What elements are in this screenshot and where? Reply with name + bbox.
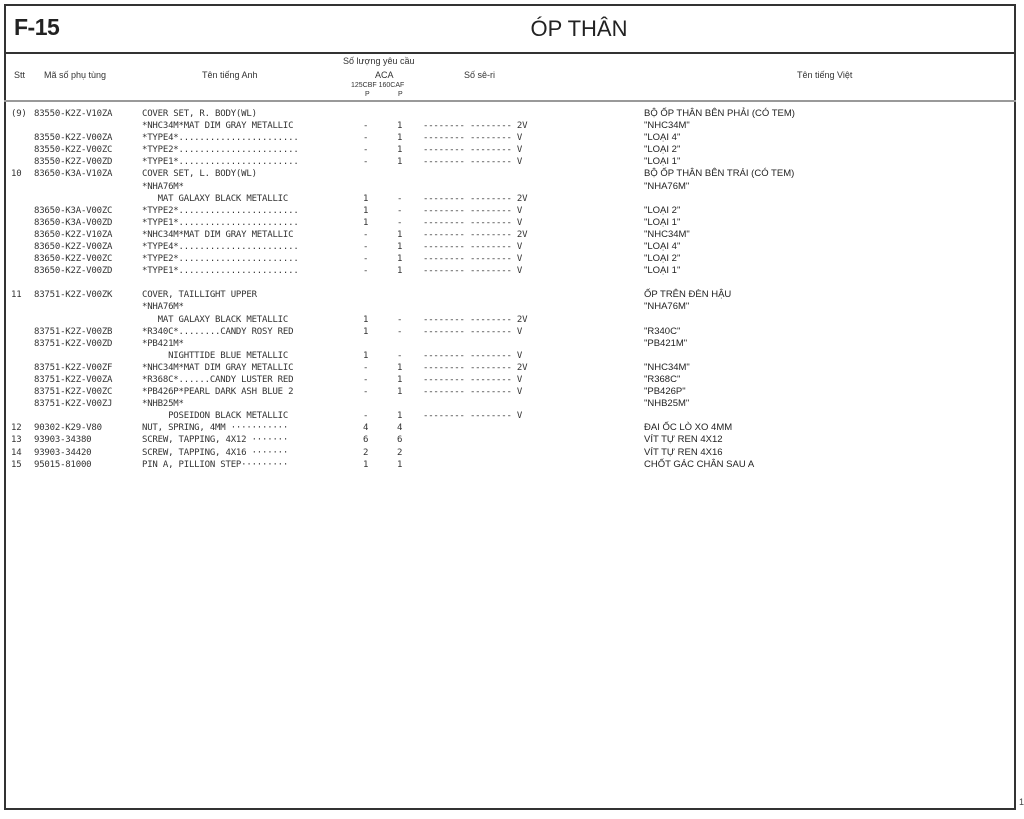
row-part-number: 83751-K2Z-V00ZF [34, 362, 113, 373]
table-row [0, 205, 1024, 217]
table-row [0, 168, 1024, 180]
table-row [0, 108, 1024, 120]
row-part-number: 83751-K2Z-V00ZC [34, 387, 113, 398]
row-serial: -------- -------- V [423, 133, 523, 144]
row-english-name: *TYPE2*....................... [142, 145, 299, 156]
row-part-number: 83550-K2Z-V00ZC [34, 145, 113, 156]
row-qty-160caf: 6 [397, 435, 403, 446]
col-header-p1: P [365, 91, 370, 98]
col-header-vietnamese-name: Tên tiếng Việt [797, 70, 853, 80]
row-english-name: NUT, SPRING, 4MM ··········· [142, 423, 289, 434]
row-english-name: *NHA76M* [142, 302, 184, 313]
row-english-name: *TYPE4*....................... [142, 133, 299, 144]
row-vietnamese-name: "PB426P" [644, 386, 686, 398]
table-row [0, 144, 1024, 156]
row-qty-160caf: 2 [397, 447, 403, 458]
table-row [0, 193, 1024, 205]
table-row [0, 350, 1024, 362]
table-row [0, 265, 1024, 277]
row-serial: -------- -------- V [423, 157, 523, 168]
row-qty-125cbf: 1 [363, 205, 369, 216]
row-vietnamese-name: "LOẠI 2" [644, 204, 681, 216]
row-serial: -------- -------- V [423, 387, 523, 398]
row-vietnamese-name: ỐP TRÊN ĐÈN HẬU [644, 289, 732, 301]
row-english-name: *NHA76M* [142, 181, 184, 192]
row-vietnamese-name: "NHA76M" [644, 301, 690, 313]
table-row [0, 181, 1024, 193]
row-vietnamese-name: "NHA76M" [644, 180, 690, 192]
row-english-name: *TYPE1*....................... [142, 157, 299, 168]
row-serial: -------- -------- V [423, 411, 523, 422]
table-row [0, 362, 1024, 374]
row-serial: -------- -------- V [423, 145, 523, 156]
row-item-number: 13 [11, 435, 22, 446]
row-qty-125cbf: - [363, 387, 369, 398]
col-header-stt: Stt [14, 70, 26, 80]
table-row [0, 326, 1024, 338]
row-qty-160caf: - [397, 193, 403, 204]
row-part-number: 90302-K29-V80 [34, 423, 102, 434]
row-qty-160caf: 1 [397, 145, 403, 156]
table-row [0, 314, 1024, 326]
row-vietnamese-name: "LOẠI 1" [644, 216, 681, 228]
row-qty-125cbf: 1 [363, 326, 369, 337]
row-qty-125cbf: - [363, 242, 369, 253]
table-row [0, 120, 1024, 132]
row-english-name: *TYPE2*....................... [142, 205, 299, 216]
row-vietnamese-name: "LOẠI 4" [644, 241, 681, 253]
row-qty-125cbf: 1 [363, 193, 369, 204]
row-item-number: 15 [11, 459, 22, 470]
row-vietnamese-name: "PB421M" [644, 337, 688, 349]
row-vietnamese-name: "LOẠI 4" [644, 132, 681, 144]
row-qty-125cbf: - [363, 362, 369, 373]
row-qty-125cbf: 1 [363, 350, 369, 361]
row-part-number: 93903-34380 [34, 435, 92, 446]
row-serial: -------- -------- V [423, 217, 523, 228]
table-row [0, 338, 1024, 350]
row-vietnamese-name: BỘ ỐP THÂN BÊN TRÁI (CÓ TEM) [644, 168, 795, 180]
row-english-name: SCREW, TAPPING, 4X16 ······· [142, 447, 289, 458]
page-code: F-15 [14, 14, 60, 40]
row-vietnamese-name: "LOẠI 1" [644, 156, 681, 168]
row-vietnamese-name: "LOẠI 2" [644, 144, 681, 156]
row-serial: -------- -------- V [423, 350, 523, 361]
table-row [0, 459, 1024, 471]
row-vietnamese-name: VÍT TỰ REN 4X16 [644, 446, 723, 458]
row-qty-125cbf: - [363, 374, 369, 385]
row-qty-125cbf: 1 [363, 217, 369, 228]
row-serial: -------- -------- V [423, 242, 523, 253]
row-english-name: COVER SET, R. BODY(WL) [142, 109, 257, 119]
row-qty-160caf: 1 [397, 229, 403, 240]
table-row [0, 132, 1024, 144]
table-row [0, 447, 1024, 459]
row-qty-160caf: 1 [397, 254, 403, 265]
col-header-english-name: Tên tiếng Anh [202, 70, 258, 80]
row-qty-125cbf: - [363, 266, 369, 277]
row-english-name: COVER, TAILLIGHT UPPER [142, 290, 257, 301]
row-serial: -------- -------- 2V [423, 229, 528, 240]
row-qty-160caf: 1 [397, 242, 403, 253]
table-row [0, 434, 1024, 446]
row-part-number: 83650-K3A-V10ZA [34, 169, 113, 180]
row-qty-160caf: 1 [397, 266, 403, 277]
row-english-name: *TYPE1*....................... [142, 266, 299, 277]
row-qty-125cbf: - [363, 145, 369, 156]
row-english-name: *NHC34M*MAT DIM GRAY METALLIC [142, 121, 294, 132]
col-header-part-number: Mã số phụ tùng [44, 70, 107, 80]
table-row [0, 253, 1024, 265]
row-qty-125cbf: - [363, 121, 369, 132]
row-item-number: 11 [11, 290, 22, 301]
row-vietnamese-name: VÍT TỰ REN 4X12 [644, 434, 723, 446]
row-vietnamese-name: "NHC34M" [644, 120, 690, 132]
row-english-name: *PB426P*PEARL DARK ASH BLUE 2 [142, 387, 294, 398]
row-part-number: 83650-K2Z-V10ZA [34, 229, 113, 240]
row-part-number: 83550-K2Z-V00ZD [34, 157, 113, 168]
row-qty-125cbf: - [363, 133, 369, 144]
table-row [0, 229, 1024, 241]
row-serial: -------- -------- V [423, 205, 523, 216]
row-qty-125cbf: - [363, 229, 369, 240]
row-part-number: 83751-K2Z-V00ZJ [34, 399, 113, 410]
row-serial: -------- -------- 2V [423, 314, 528, 325]
row-serial: -------- -------- V [423, 326, 523, 337]
row-english-name: COVER SET, L. BODY(WL) [142, 169, 257, 180]
row-qty-160caf: - [397, 314, 403, 325]
row-qty-160caf: 1 [397, 133, 403, 144]
row-qty-125cbf: 2 [363, 447, 369, 458]
row-item-number: (9) [11, 109, 27, 119]
row-part-number: 83650-K2Z-V00ZA [34, 242, 113, 253]
row-english-name: *TYPE1*....................... [142, 217, 299, 228]
row-english-name: *NHC34M*MAT DIM GRAY METALLIC [142, 229, 294, 240]
row-qty-160caf: 1 [397, 157, 403, 168]
col-header-p2: P [398, 91, 403, 98]
row-qty-125cbf: 6 [363, 435, 369, 446]
row-serial: -------- -------- V [423, 254, 523, 265]
row-qty-160caf: 1 [397, 459, 403, 470]
table-row [0, 217, 1024, 229]
col-header-aca: ACA [375, 70, 394, 80]
row-qty-125cbf: 4 [363, 423, 369, 434]
row-vietnamese-name: "LOẠI 1" [644, 265, 681, 277]
row-vietnamese-name: "R368C" [644, 373, 681, 385]
row-english-name: *R340C*........CANDY ROSY RED [142, 326, 294, 337]
table-row [0, 289, 1024, 301]
row-english-name: *NHC34M*MAT DIM GRAY METALLIC [142, 362, 294, 373]
row-part-number: 95015-81000 [34, 459, 92, 470]
row-qty-160caf: 1 [397, 121, 403, 132]
row-vietnamese-name: "NHC34M" [644, 228, 690, 240]
row-spacer [0, 277, 1024, 289]
col-header-quantity: Số lượng yêu cầu [343, 56, 415, 66]
row-part-number: 83650-K2Z-V00ZD [34, 266, 113, 277]
row-part-number: 83650-K3A-V00ZD [34, 217, 113, 228]
page-title: ÓP THÂN [530, 16, 628, 41]
row-english-name: MAT GALAXY BLACK METALLIC [142, 193, 289, 204]
row-english-name: POSEIDON BLACK METALLIC [142, 411, 289, 422]
row-serial: -------- -------- 2V [423, 193, 528, 204]
row-qty-160caf: 4 [397, 423, 403, 434]
row-english-name: SCREW, TAPPING, 4X12 ······· [142, 435, 289, 446]
row-qty-125cbf: - [363, 411, 369, 422]
row-english-name: *NHB25M* [142, 399, 184, 410]
row-item-number: 12 [11, 423, 22, 434]
row-qty-125cbf: 1 [363, 314, 369, 325]
row-qty-160caf: - [397, 205, 403, 216]
row-qty-160caf: 1 [397, 374, 403, 385]
table-row [0, 422, 1024, 434]
parts-list [0, 108, 1024, 471]
row-qty-160caf: - [397, 326, 403, 337]
corner-mark: 1 [1019, 797, 1024, 807]
row-serial: -------- -------- 2V [423, 121, 528, 132]
table-row [0, 386, 1024, 398]
row-qty-125cbf: 1 [363, 459, 369, 470]
col-header-models: 125CBF 160CAF [351, 82, 405, 89]
table-row [0, 156, 1024, 168]
table-row [0, 410, 1024, 422]
row-serial: -------- -------- 2V [423, 362, 528, 373]
row-english-name: *TYPE4*....................... [142, 242, 299, 253]
column-header-row [4, 54, 1016, 102]
row-serial: -------- -------- V [423, 374, 523, 385]
row-qty-160caf: 1 [397, 387, 403, 398]
table-row [0, 398, 1024, 410]
row-serial: -------- -------- V [423, 266, 523, 277]
row-qty-160caf: - [397, 217, 403, 228]
row-part-number: 83751-K2Z-V00ZA [34, 374, 113, 385]
row-english-name: PIN A, PILLION STEP········· [142, 459, 289, 470]
row-part-number: 83751-K2Z-V00ZB [34, 326, 113, 337]
row-qty-160caf: 1 [397, 411, 403, 422]
row-part-number: 83650-K2Z-V00ZC [34, 254, 113, 265]
row-vietnamese-name: "NHC34M" [644, 361, 690, 373]
row-part-number: 83751-K2Z-V00ZD [34, 338, 113, 349]
row-part-number: 83550-K2Z-V10ZA [34, 109, 113, 119]
table-row [0, 241, 1024, 253]
title-bar [4, 4, 1016, 54]
row-vietnamese-name: CHỐT GÁC CHÂN SAU A [644, 458, 755, 470]
row-item-number: 14 [11, 447, 22, 458]
row-part-number: 83650-K3A-V00ZC [34, 205, 113, 216]
row-english-name: *TYPE2*....................... [142, 254, 299, 265]
row-english-name: MAT GALAXY BLACK METALLIC [142, 314, 289, 325]
row-vietnamese-name: "NHB25M" [644, 398, 690, 410]
row-english-name: *PB421M* [142, 338, 184, 349]
row-english-name: *R368C*......CANDY LUSTER RED [142, 374, 294, 385]
row-vietnamese-name: "R340C" [644, 325, 681, 337]
row-qty-125cbf: - [363, 157, 369, 168]
row-qty-125cbf: - [363, 254, 369, 265]
row-vietnamese-name: ĐAI ỐC LÒ XO 4MM [644, 422, 733, 434]
row-vietnamese-name: "LOẠI 2" [644, 253, 681, 265]
col-header-serial: Số sê-ri [464, 70, 496, 80]
row-part-number: 83550-K2Z-V00ZA [34, 133, 113, 144]
table-row [0, 301, 1024, 313]
row-english-name: NIGHTTIDE BLUE METALLIC [142, 350, 289, 361]
row-qty-160caf: 1 [397, 362, 403, 373]
row-qty-160caf: - [397, 350, 403, 361]
row-part-number: 93903-34420 [34, 447, 92, 458]
row-vietnamese-name: BỘ ỐP THÂN BÊN PHẢI (CÓ TEM) [644, 108, 795, 119]
row-item-number: 10 [11, 169, 22, 180]
table-row [0, 374, 1024, 386]
row-part-number: 83751-K2Z-V00ZK [34, 290, 113, 301]
